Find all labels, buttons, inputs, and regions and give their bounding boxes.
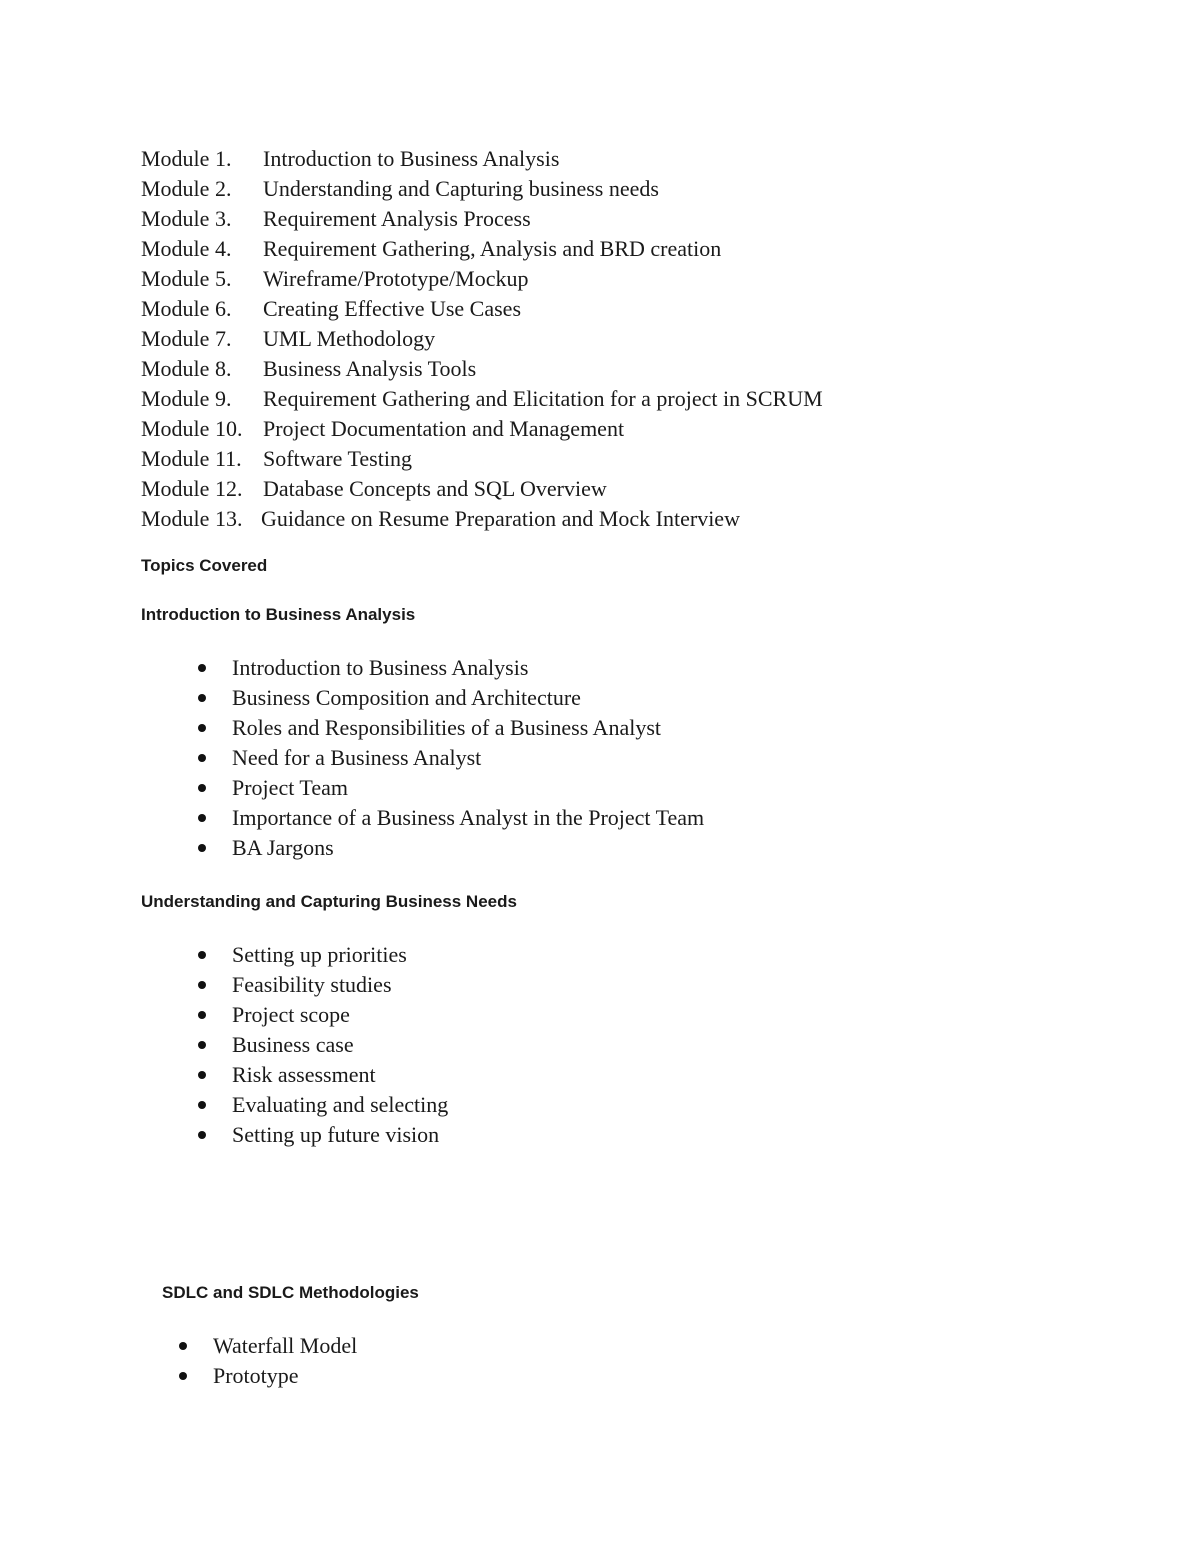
bullet-icon <box>198 664 206 672</box>
section-list-sdlc <box>213 1331 357 1391</box>
list-item-text: Evaluating and selecting <box>232 1092 449 1117</box>
list-item-text: Setting up priorities <box>232 942 407 967</box>
bullet-icon <box>179 1342 187 1350</box>
list-item <box>232 940 448 970</box>
list-item <box>232 833 704 863</box>
list-item <box>213 1331 357 1361</box>
list-item-text: Project Team <box>232 775 348 800</box>
bullet-icon <box>198 754 206 762</box>
module-title: Wireframe/Prototype/Mockup <box>263 266 529 291</box>
list-item <box>232 1000 448 1030</box>
module-title: Requirement Gathering and Elicitation for a project in SCRUM <box>263 386 823 411</box>
module-number: Module 9. <box>141 386 232 411</box>
module-number: Module 6. <box>141 296 232 321</box>
module-title: Requirement Gathering, Analysis and BRD creation <box>263 236 722 261</box>
module-title: Requirement Analysis Process <box>263 206 531 231</box>
module-row <box>141 444 823 474</box>
module-row <box>141 474 823 504</box>
module-title: UML Methodology <box>263 326 436 351</box>
list-item <box>232 970 448 1000</box>
module-row <box>141 384 823 414</box>
module-row <box>141 204 823 234</box>
list-item-text: Need for a Business Analyst <box>232 745 482 770</box>
list-item-text: Setting up future vision <box>232 1122 440 1147</box>
module-row <box>141 234 823 264</box>
list-item-text: Feasibility studies <box>232 972 392 997</box>
bullet-icon <box>198 951 206 959</box>
list-item-text: Importance of a Business Analyst in the Project Team <box>232 805 705 830</box>
bullet-icon <box>198 981 206 989</box>
module-title: Understanding and Capturing business needs <box>263 176 659 201</box>
module-title: Project Documentation and Management <box>263 416 625 441</box>
module-row <box>141 414 823 444</box>
bullet-icon <box>198 1011 206 1019</box>
section-list-business-needs <box>232 940 448 1150</box>
list-item <box>232 1030 448 1060</box>
module-title: Database Concepts and SQL Overview <box>263 476 607 501</box>
bullet-icon <box>198 724 206 732</box>
module-number: Module 1. <box>141 146 232 171</box>
module-number: Module 2. <box>141 176 232 201</box>
list-item <box>232 713 704 743</box>
topics-covered-heading: Topics Covered <box>141 556 268 575</box>
list-item-text: Introduction to Business Analysis <box>232 655 529 680</box>
module-number: Module 4. <box>141 236 232 261</box>
bullet-icon <box>198 1041 206 1049</box>
list-item-text: Business Composition and Architecture <box>232 685 581 710</box>
module-number: Module 7. <box>141 326 232 351</box>
module-title: Guidance on Resume Preparation and Mock Interview <box>261 506 740 531</box>
section-heading-intro: Introduction to Business Analysis <box>141 605 416 624</box>
bullet-icon <box>198 1101 206 1109</box>
module-row <box>141 174 823 204</box>
module-row <box>141 294 823 324</box>
module-row <box>141 264 823 294</box>
module-row <box>141 144 823 174</box>
bullet-icon <box>198 694 206 702</box>
bullet-icon <box>198 814 206 822</box>
module-number: Module 5. <box>141 266 232 291</box>
list-item <box>232 653 704 683</box>
list-item <box>232 683 704 713</box>
module-title: Introduction to Business Analysis <box>263 146 560 171</box>
bullet-icon <box>198 1131 206 1139</box>
module-number: Module 3. <box>141 206 232 231</box>
section-heading-business-needs: Understanding and Capturing Business Needs <box>141 892 517 911</box>
module-title: Creating Effective Use Cases <box>263 296 522 321</box>
list-item <box>232 1120 448 1150</box>
list-item-text: Business case <box>232 1032 354 1057</box>
list-item-text: BA Jargons <box>232 835 334 860</box>
module-row <box>141 354 823 384</box>
bullet-icon <box>179 1372 187 1380</box>
list-item <box>232 743 704 773</box>
list-item <box>213 1361 357 1391</box>
list-item <box>232 1060 448 1090</box>
list-item <box>232 803 704 833</box>
bullet-icon <box>198 844 206 852</box>
module-row <box>141 504 823 534</box>
bullet-icon <box>198 784 206 792</box>
module-number: Module 8. <box>141 356 232 381</box>
module-list <box>141 144 823 534</box>
section-heading-sdlc: SDLC and SDLC Methodologies <box>162 1283 419 1302</box>
list-item-text: Waterfall Model <box>213 1333 358 1358</box>
list-item <box>232 773 704 803</box>
list-item-text: Project scope <box>232 1002 350 1027</box>
module-number: Module 10. <box>141 416 243 441</box>
module-number: Module 12. <box>141 476 243 501</box>
list-item-text: Roles and Responsibilities of a Business Analyst <box>232 715 661 740</box>
module-title: Business Analysis Tools <box>263 356 477 381</box>
module-title: Software Testing <box>263 446 412 471</box>
module-number: Module 13. <box>141 506 243 531</box>
section-list-intro <box>232 653 704 863</box>
list-item <box>232 1090 448 1120</box>
module-row <box>141 324 823 354</box>
list-item-text: Prototype <box>213 1363 299 1388</box>
list-item-text: Risk assessment <box>232 1062 376 1087</box>
module-number: Module 11. <box>141 446 242 471</box>
bullet-icon <box>198 1071 206 1079</box>
